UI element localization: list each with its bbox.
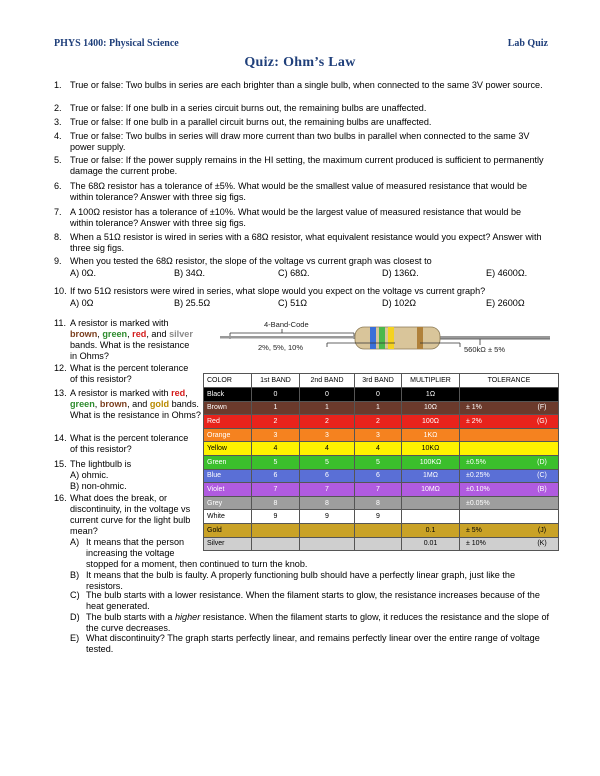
question-14: 14. What is the percent tolerance of this resistor? (54, 433, 189, 454)
col-header: COLOR (204, 374, 252, 388)
tolerance-code-cell (526, 388, 559, 402)
band3-cell: 7 (355, 483, 402, 497)
band1-cell: 8 (252, 496, 300, 510)
diagram-right-label: 560kΩ ± 5% (464, 345, 505, 354)
col-header: 3rd BAND (355, 374, 402, 388)
resistor-color-table (203, 373, 559, 551)
question-3: 3. True or false: If one bulb in a parallel circuit burns out, the remaining bulbs are unaffected. (54, 117, 432, 127)
multiplier-cell: 100KΩ (402, 455, 460, 469)
option: B) 25.5Ω (174, 298, 211, 308)
tolerance-cell: ±0.5% (460, 455, 527, 469)
band1-cell: 7 (252, 483, 300, 497)
color-name-cell: Green (204, 455, 252, 469)
band3-cell: 0 (355, 388, 402, 402)
tolerance-cell: ± 5% (460, 523, 527, 537)
q16-option-d: D) The bulb starts with a higher resistance. When the filament starts to glow, it reduces the resistance and the slope of the curve decreases. (70, 612, 550, 633)
table-row (204, 442, 559, 456)
table-row (204, 510, 559, 524)
multiplier-cell: 1MΩ (402, 469, 460, 483)
tolerance-code-cell: (C) (526, 469, 559, 483)
color-name-cell: Gold (204, 523, 252, 537)
tolerance-cell: ± 10% (460, 537, 527, 551)
q16-option-a: A) It means that the person increasing the voltage (70, 537, 185, 558)
band3-cell: 9 (355, 510, 402, 524)
band1-cell: 4 (252, 442, 300, 456)
tolerance-cell (460, 442, 527, 456)
question-16: 16. What does the break, or discontinuity, in the voltage vs current curve for the light bulb mean? (54, 493, 191, 536)
tolerance-code-cell (526, 510, 559, 524)
color-name-cell: Black (204, 388, 252, 402)
table-row (204, 388, 559, 402)
tolerance-code-cell (526, 442, 559, 456)
question-13: 13. A resistor is marked with red, green, brown, and gold bands. What is the resistance in Ohms? (54, 388, 201, 420)
option: A) 0Ω (70, 298, 94, 308)
tolerance-code-cell: (F) (526, 401, 559, 415)
band3-cell: 6 (355, 469, 402, 483)
band3-cell: 1 (355, 401, 402, 415)
option: D) 136Ω. (382, 268, 419, 278)
tolerance-cell: ±0.05% (460, 496, 527, 510)
color-name-cell: Blue (204, 469, 252, 483)
band2-cell: 1 (300, 401, 355, 415)
diagram-left-label: 2%, 5%, 10% (258, 343, 304, 352)
table-header-row (204, 374, 559, 388)
q16-option-b: B) It means that the bulb is faulty. A properly functioning bulb should have a perfectly linear graph, just like the resistors. (70, 570, 516, 591)
question-15: 15. The lightbulb is A) ohmic. B) non-ohmic. (54, 459, 132, 491)
question-5: 5. True or false: If the power supply remains in the HI setting, the maximum current produced is sufficient to permanently damage the current probe. (54, 155, 544, 176)
question-4: 4. True or false: Two bulbs in series will draw more current than two bulbs in parallel when connected to the same 3V power supply. (54, 131, 530, 152)
col-header: MULTIPLIER (402, 374, 460, 388)
band1-cell: 0 (252, 388, 300, 402)
band2-cell: 0 (300, 388, 355, 402)
table-row (204, 469, 559, 483)
band2-cell: 8 (300, 496, 355, 510)
multiplier-cell: 100Ω (402, 415, 460, 429)
q16-option-c: C) The bulb starts with a lower resistance. When the filament starts to glow, the resistance increases because of the heat generated. (70, 590, 540, 611)
multiplier-cell: 1Ω (402, 388, 460, 402)
band1-cell: 3 (252, 428, 300, 442)
tolerance-cell: ± 1% (460, 401, 527, 415)
color-name-cell: White (204, 510, 252, 524)
multiplier-cell: 0.1 (402, 523, 460, 537)
color-name-cell: Orange (204, 428, 252, 442)
quiz-type-header: Lab Quiz (507, 38, 548, 49)
band2-cell (300, 537, 355, 551)
band1-cell: 9 (252, 510, 300, 524)
table-row (204, 428, 559, 442)
band2-cell (300, 523, 355, 537)
option: C) 68Ω. (278, 268, 310, 278)
tolerance-code-cell: (K) (526, 537, 559, 551)
multiplier-cell: 1KΩ (402, 428, 460, 442)
question-6: 6. The 68Ω resistor has a tolerance of ±5%. What would be the smallest value of measured resistance that would be within tolerance? Answer with three sig figs. (54, 181, 528, 202)
option: E) 4600Ω. (486, 268, 528, 278)
question-1: 1. True or false: Two bulbs in series are each brighter than a single bulb, when connected to the same 3V power source. (54, 80, 543, 90)
col-header: 1st BAND (252, 374, 300, 388)
table-row (204, 415, 559, 429)
band3-cell (355, 537, 402, 551)
color-name-cell: Yellow (204, 442, 252, 456)
band2-cell: 3 (300, 428, 355, 442)
question-8: 8. When a 51Ω resistor is wired in series with a 68Ω resistor, what equivalent resistance would you expect? Answer with three sig figs. (54, 232, 542, 253)
q16-option-e: E) What discontinuity? The graph starts perfectly linear, and remains perfectly linear over the entire range of voltage tested. (70, 633, 540, 654)
band3-cell: 5 (355, 455, 402, 469)
band3-cell: 4 (355, 442, 402, 456)
color-name-cell: Brown (204, 401, 252, 415)
tolerance-cell: ±0.10% (460, 483, 527, 497)
resistor-diagram (220, 315, 550, 373)
option: E) 2600Ω (486, 298, 525, 308)
band3-cell: 2 (355, 415, 402, 429)
band1-cell: 6 (252, 469, 300, 483)
table-row (204, 523, 559, 537)
tolerance-cell (460, 510, 527, 524)
table-row (204, 496, 559, 510)
color-name-cell: Silver (204, 537, 252, 551)
band2-cell: 7 (300, 483, 355, 497)
option: C) 51Ω (278, 298, 308, 308)
question-7: 7. A 100Ω resistor has a tolerance of ±10%. What would be the largest value of measured resistance that would be within tolerance? Answer with three sig figs. (54, 207, 522, 228)
band2-cell: 2 (300, 415, 355, 429)
option: A) 0Ω. (70, 268, 97, 278)
option: D) 102Ω (382, 298, 417, 308)
col-header: TOLERANCE (460, 374, 559, 388)
table-row (204, 401, 559, 415)
question-10: 10. If two 51Ω resistors were wired in series, what slope would you expect on the voltage vs current graph? (54, 286, 486, 296)
band1-cell: 5 (252, 455, 300, 469)
tolerance-code-cell: (J) (526, 523, 559, 537)
multiplier-cell: 10Ω (402, 401, 460, 415)
band3-cell: 8 (355, 496, 402, 510)
resistor-body (355, 327, 440, 349)
band2-cell: 4 (300, 442, 355, 456)
band2-cell: 9 (300, 510, 355, 524)
band1-cell (252, 523, 300, 537)
diagram-title: 4-Band-Code (264, 320, 309, 329)
table-row (204, 483, 559, 497)
question-11: 11. A resistor is marked with brown, green, red, and silver bands. What is the resistance in Ohms? (54, 318, 193, 361)
tolerance-code-cell: (G) (526, 415, 559, 429)
band3-cell: 3 (355, 428, 402, 442)
tolerance-code-cell (526, 428, 559, 442)
band1-cell: 2 (252, 415, 300, 429)
col-header: 2nd BAND (300, 374, 355, 388)
tolerance-code-cell (526, 496, 559, 510)
question-12: 12. What is the percent tolerance of this resistor? (54, 363, 189, 384)
band2-cell: 5 (300, 455, 355, 469)
tolerance-code-cell: (D) (526, 455, 559, 469)
band3-cell (355, 523, 402, 537)
tolerance-code-cell: (B) (526, 483, 559, 497)
color-name-cell: Grey (204, 496, 252, 510)
multiplier-cell (402, 496, 460, 510)
tolerance-cell (460, 428, 527, 442)
page-title: Quiz: Ohm’s Law (244, 55, 356, 70)
tolerance-cell: ± 2% (460, 415, 527, 429)
multiplier-cell: 0.01 (402, 537, 460, 551)
band1-cell: 1 (252, 401, 300, 415)
multiplier-cell: 10KΩ (402, 442, 460, 456)
course-header: PHYS 1400: Physical Science (54, 38, 179, 49)
multiplier-cell (402, 510, 460, 524)
color-name-cell: Violet (204, 483, 252, 497)
q16-option-a-cont: stopped for a moment, then continued to turn the knob. (86, 559, 308, 569)
question-2: 2. True or false: If one bulb in a series circuit burns out, the remaining bulbs are unaffected. (54, 103, 427, 113)
question-9: 9. When you tested the 68Ω resistor, the slope of the voltage vs current graph was closest to (54, 256, 432, 266)
table-row (204, 537, 559, 551)
color-name-cell: Red (204, 415, 252, 429)
option: B) 34Ω. (174, 268, 206, 278)
tolerance-cell (460, 388, 527, 402)
multiplier-cell: 10MΩ (402, 483, 460, 497)
band2-cell: 6 (300, 469, 355, 483)
table-row (204, 455, 559, 469)
band1-cell (252, 537, 300, 551)
tolerance-cell: ±0.25% (460, 469, 527, 483)
